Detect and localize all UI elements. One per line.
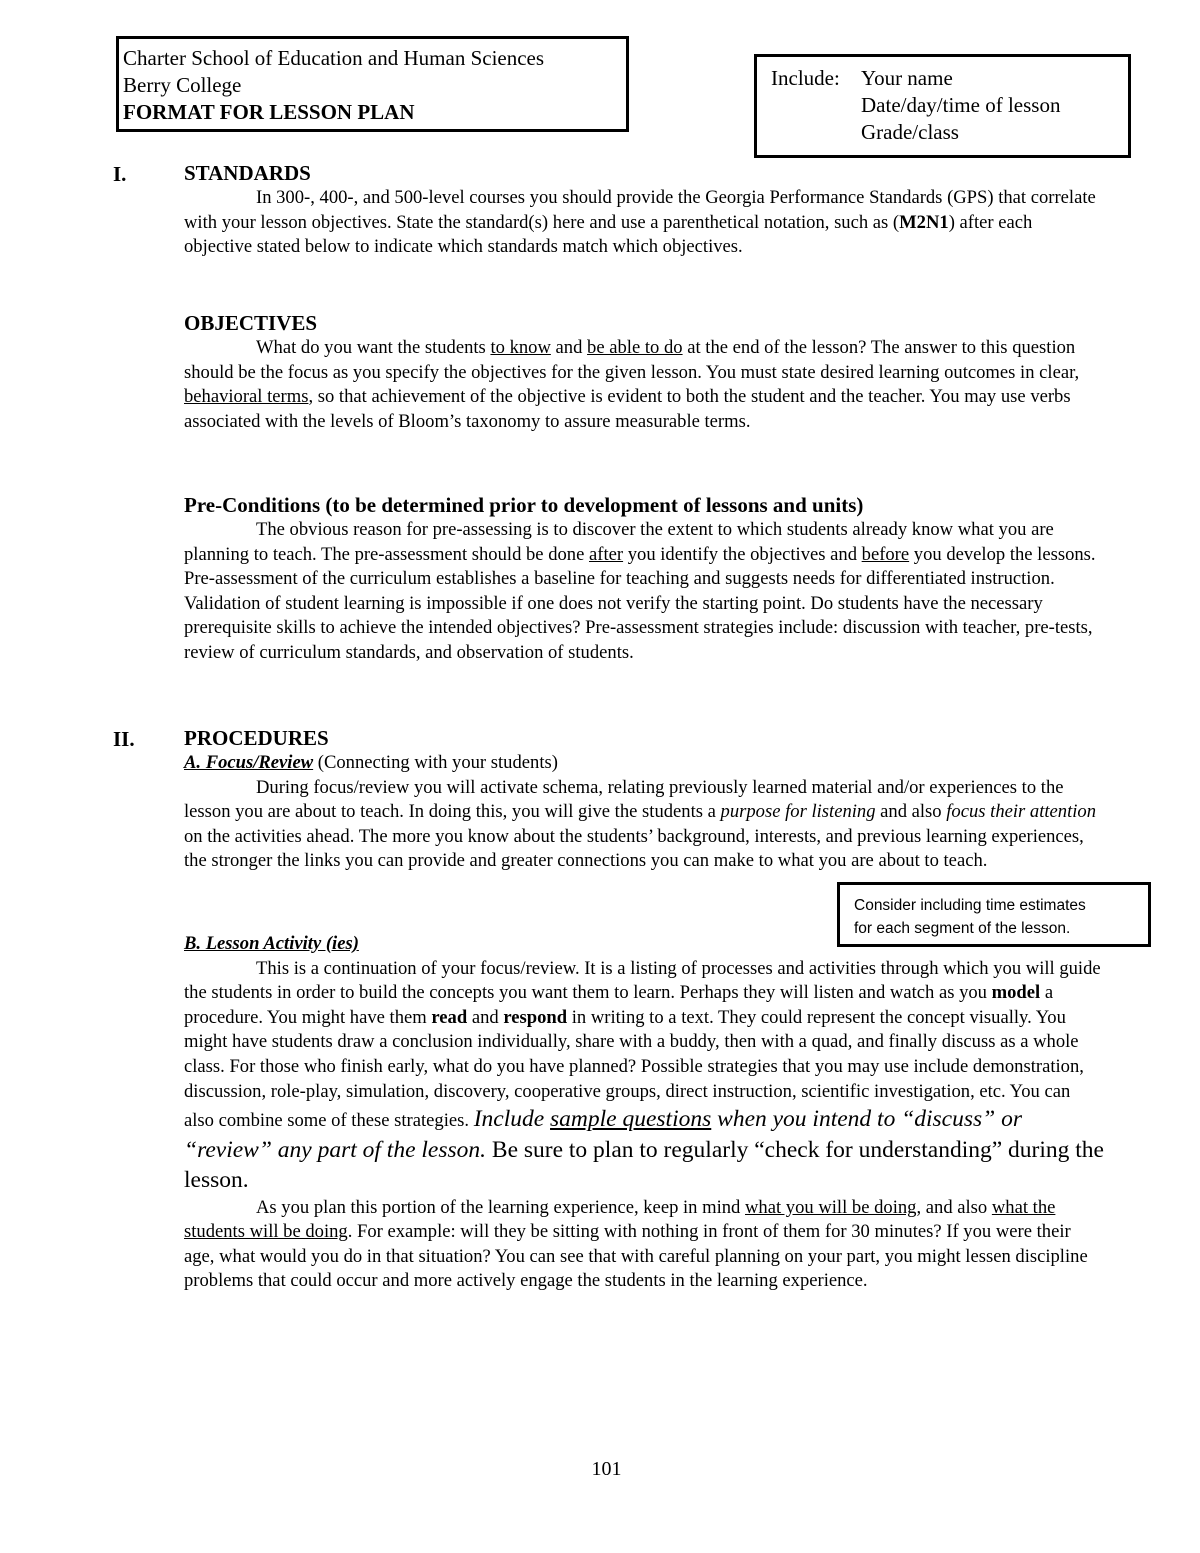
preconditions-text: The obvious reason for pre-assessing is to discover the extent to which students already know what you are planning to teach. The pre-assessment should be done after you identify the objectives and before you develop the lessons. Pre-assessment of the curriculum establishes a baseline for teaching and suggests needs for differentiated instruction. Validation of student learning is impossible if one does not verify the starting point. Do students have the necessary prerequisite skills to achieve the intended objectives? Pre-assessment strategies include: discussion with teacher, pre-tests, review of curriculum standards, and observation of students. — [184, 519, 1096, 663]
lesson-activity-text: This is a continuation of your focus/review. It is a listing of processes and activities through which you will guide the students in order to build the concepts you want them to learn. Perhaps they will listen and watch as you model a procedure. You might have them read and respond in writing to a text. They could represent the concept visually. You might have students draw a conclusion individually, share with a buddy, then with a quad, and finally discuss as a whole class. For those who finish early, what do you have planned? Possible strategies that you may use include demonstration, discussion, role-play, simulation, discovery, cooperative groups, direct instruction, scientific investigation, etc. You can also combine some of these strategies. Include sample questions when you intend to “discuss” or “review” any part of the lesson. Be sure to plan to regularly “check for understanding” during the lesson. — [184, 957, 1104, 1194]
include-item: Your name — [861, 66, 953, 90]
include-item: Grade/class — [861, 120, 959, 144]
focus-review-text: During focus/review you will activate schema, relating previously learned material and/or experiences to the lesson you are about to teach. In doing this, you will give the students a purpose for listening and also focus their attention on the activities ahead. The more you know about the students’ background, interests, and previous learning experiences, the stronger the links you can provide and greater connections you can make to what you are about to teach. — [184, 776, 1097, 872]
objectives-heading: OBJECTIVES — [184, 311, 318, 335]
lesson-activity-text-2: As you plan this portion of the learning experience, keep in mind what you will be doing, and also what the students will be doing. For example: will they be sitting with nothing in front of them for 30 minutes? If you were their age, what would you do in that situation? You can see that with careful planning on your part, you might lessen discipline problems that could occur and more actively engage the students in the learning experience. — [184, 1196, 1088, 1292]
section-numeral: I. — [113, 162, 127, 186]
preconditions-heading: Pre-Conditions (to be determined prior to development of lessons and units) — [184, 493, 864, 517]
lesson-activity-label: B. Lesson Activity (ies) — [184, 933, 359, 954]
include-box — [754, 54, 1131, 158]
focus-review-label: A. Focus/Review (Connecting with your students) — [184, 752, 558, 773]
include-label: Include: — [771, 66, 840, 90]
include-item: Date/day/time of lesson — [861, 93, 1061, 117]
time-estimate-note: Consider including time estimates for each segment of the lesson. — [837, 882, 1151, 947]
lesson-activity-section — [184, 932, 1104, 1294]
page-number: 101 — [591, 1458, 622, 1480]
objectives-section — [184, 310, 1104, 434]
procedures-section — [184, 725, 1104, 874]
standard-code: M2N1 — [899, 211, 949, 233]
document-title: FORMAT FOR LESSON PLAN — [123, 100, 415, 124]
preconditions-section — [184, 492, 1104, 666]
standards-section — [184, 160, 1104, 260]
header-box — [116, 36, 629, 132]
procedures-heading: PROCEDURES — [184, 726, 329, 750]
objectives-text: What do you want the students to know and be able to do at the end of the lesson? The answer to this question should be the focus as you specify the objectives for the given lesson. You must state desired learning outcomes in clear, behavioral terms, so that achievement of the objective is evident to both the student and the teacher. You may use verbs associated with the levels of Bloom’s taxonomy to assure measurable terms. — [184, 337, 1080, 432]
college-name: Berry College — [123, 73, 242, 97]
section-numeral: II. — [113, 727, 135, 751]
standards-heading: STANDARDS — [184, 161, 311, 185]
school-name: Charter School of Education and Human Sciences — [123, 46, 545, 70]
standards-text: In 300-, 400-, and 500-level courses you should provide the Georgia Performance Standards (GPS) that correlate with your lesson objectives. State the standard(s) here and use a parenthetical notation, such as (M2N1) after each objective stated below to indicate which standards match which objectives. — [184, 187, 1096, 258]
